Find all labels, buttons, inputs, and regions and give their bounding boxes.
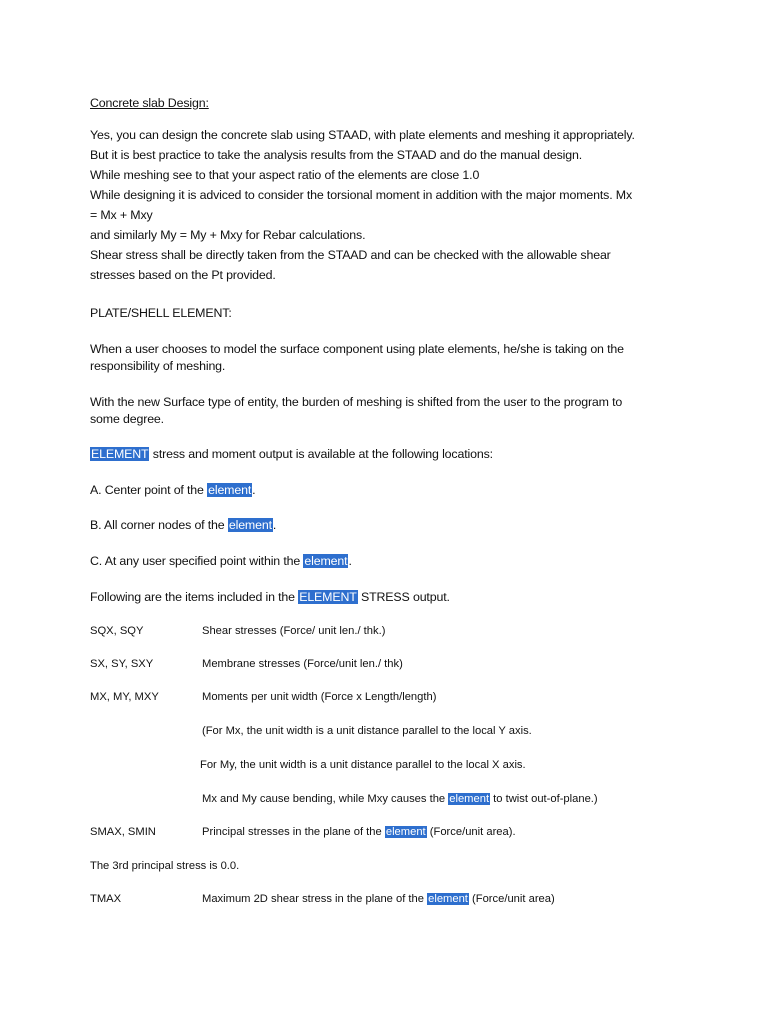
paragraph-line: But it is best practice to take the analysis results from the STAAD and do the manual design.: [90, 148, 583, 162]
paragraph-line: While designing it is adviced to consider the torsional moment in addition with the major moments. Mx: [90, 188, 632, 202]
highlighted-word: ELEMENT: [91, 447, 149, 461]
location-a: [90, 482, 255, 498]
paragraph-line: While meshing see to that your aspect ratio of the elements are close 1.0: [90, 168, 480, 182]
location-b: [90, 517, 276, 533]
items-intro: [90, 589, 450, 605]
paragraph-line: = Mx + Mxy: [90, 208, 153, 222]
third-principal-line: The 3rd principal stress is 0.0.: [90, 860, 240, 872]
period: .: [252, 483, 256, 497]
table-key: MX, MY, MXY: [90, 691, 159, 703]
highlighted-word: element: [228, 518, 272, 532]
highlighted-word: element: [428, 893, 468, 905]
paragraph-line: Yes, you can design the concrete slab using STAAD, with plate elements and meshing it appropriately.: [90, 128, 635, 142]
table-value: Membrane stresses (Force/unit len./ thk): [202, 658, 403, 670]
highlighted-word: element: [304, 554, 348, 568]
table-value-text: Maximum 2D shear stress in the plane of the: [202, 893, 428, 905]
items-intro-text: Following are the items included in the: [90, 590, 299, 604]
paragraph-line: some degree.: [90, 412, 164, 426]
table-key: SQX, SQY: [90, 625, 144, 637]
highlighted-word: ELEMENT: [299, 590, 357, 604]
paragraph-line: When a user chooses to model the surface component using plate elements, he/she is taking on the: [90, 342, 624, 356]
table-note: For My, the unit width is a unit distance parallel to the local X axis.: [200, 759, 526, 771]
paragraph-line: Shear stress shall be directly taken from the STAAD and can be checked with the allowable shear: [90, 248, 611, 262]
table-value: Moments per unit width (Force x Length/length): [202, 691, 437, 703]
location-b-text: B. All corner nodes of the: [90, 518, 228, 532]
locations-intro-text: stress and moment output is available at the following locations:: [149, 447, 493, 461]
table-value-suffix: (Force/unit area).: [426, 826, 516, 838]
table-value: [202, 893, 555, 905]
highlighted-word: element: [208, 483, 252, 497]
document-title: Concrete slab Design:: [90, 96, 209, 110]
location-c: [90, 553, 352, 569]
period: .: [348, 554, 352, 568]
paragraph-line: stresses based on the Pt provided.: [90, 268, 276, 282]
section-heading: PLATE/SHELL ELEMENT:: [90, 306, 232, 320]
table-value: Shear stresses (Force/ unit len./ thk.): [202, 625, 386, 637]
paragraph-line: responsibility of meshing.: [90, 359, 226, 373]
table-key: TMAX: [90, 893, 122, 905]
table-key: SX, SY, SXY: [90, 658, 154, 670]
table-value: [202, 826, 516, 838]
highlighted-word: element: [449, 793, 490, 805]
items-intro-suffix: STRESS output.: [357, 590, 450, 604]
table-note-text: Mx and My cause bending, while Mxy causes the: [202, 793, 449, 805]
table-note-suffix: to twist out-of-plane.): [490, 793, 598, 805]
location-a-text: A. Center point of the: [90, 483, 208, 497]
table-key: SMAX, SMIN: [90, 826, 156, 838]
table-value-suffix: (Force/unit area): [468, 893, 555, 905]
locations-intro: [90, 446, 493, 462]
location-c-text: C. At any user specified point within the: [90, 554, 304, 568]
highlighted-word: element: [385, 826, 426, 838]
table-note: (For Mx, the unit width is a unit distance parallel to the local Y axis.: [202, 725, 532, 737]
table-value-text: Principal stresses in the plane of the: [202, 826, 385, 838]
table-note: [202, 793, 598, 805]
period: .: [272, 518, 277, 532]
paragraph-line: With the new Surface type of entity, the burden of meshing is shifted from the user to the program to: [90, 395, 623, 409]
paragraph-line: and similarly My = My + Mxy for Rebar calculations.: [90, 228, 366, 242]
